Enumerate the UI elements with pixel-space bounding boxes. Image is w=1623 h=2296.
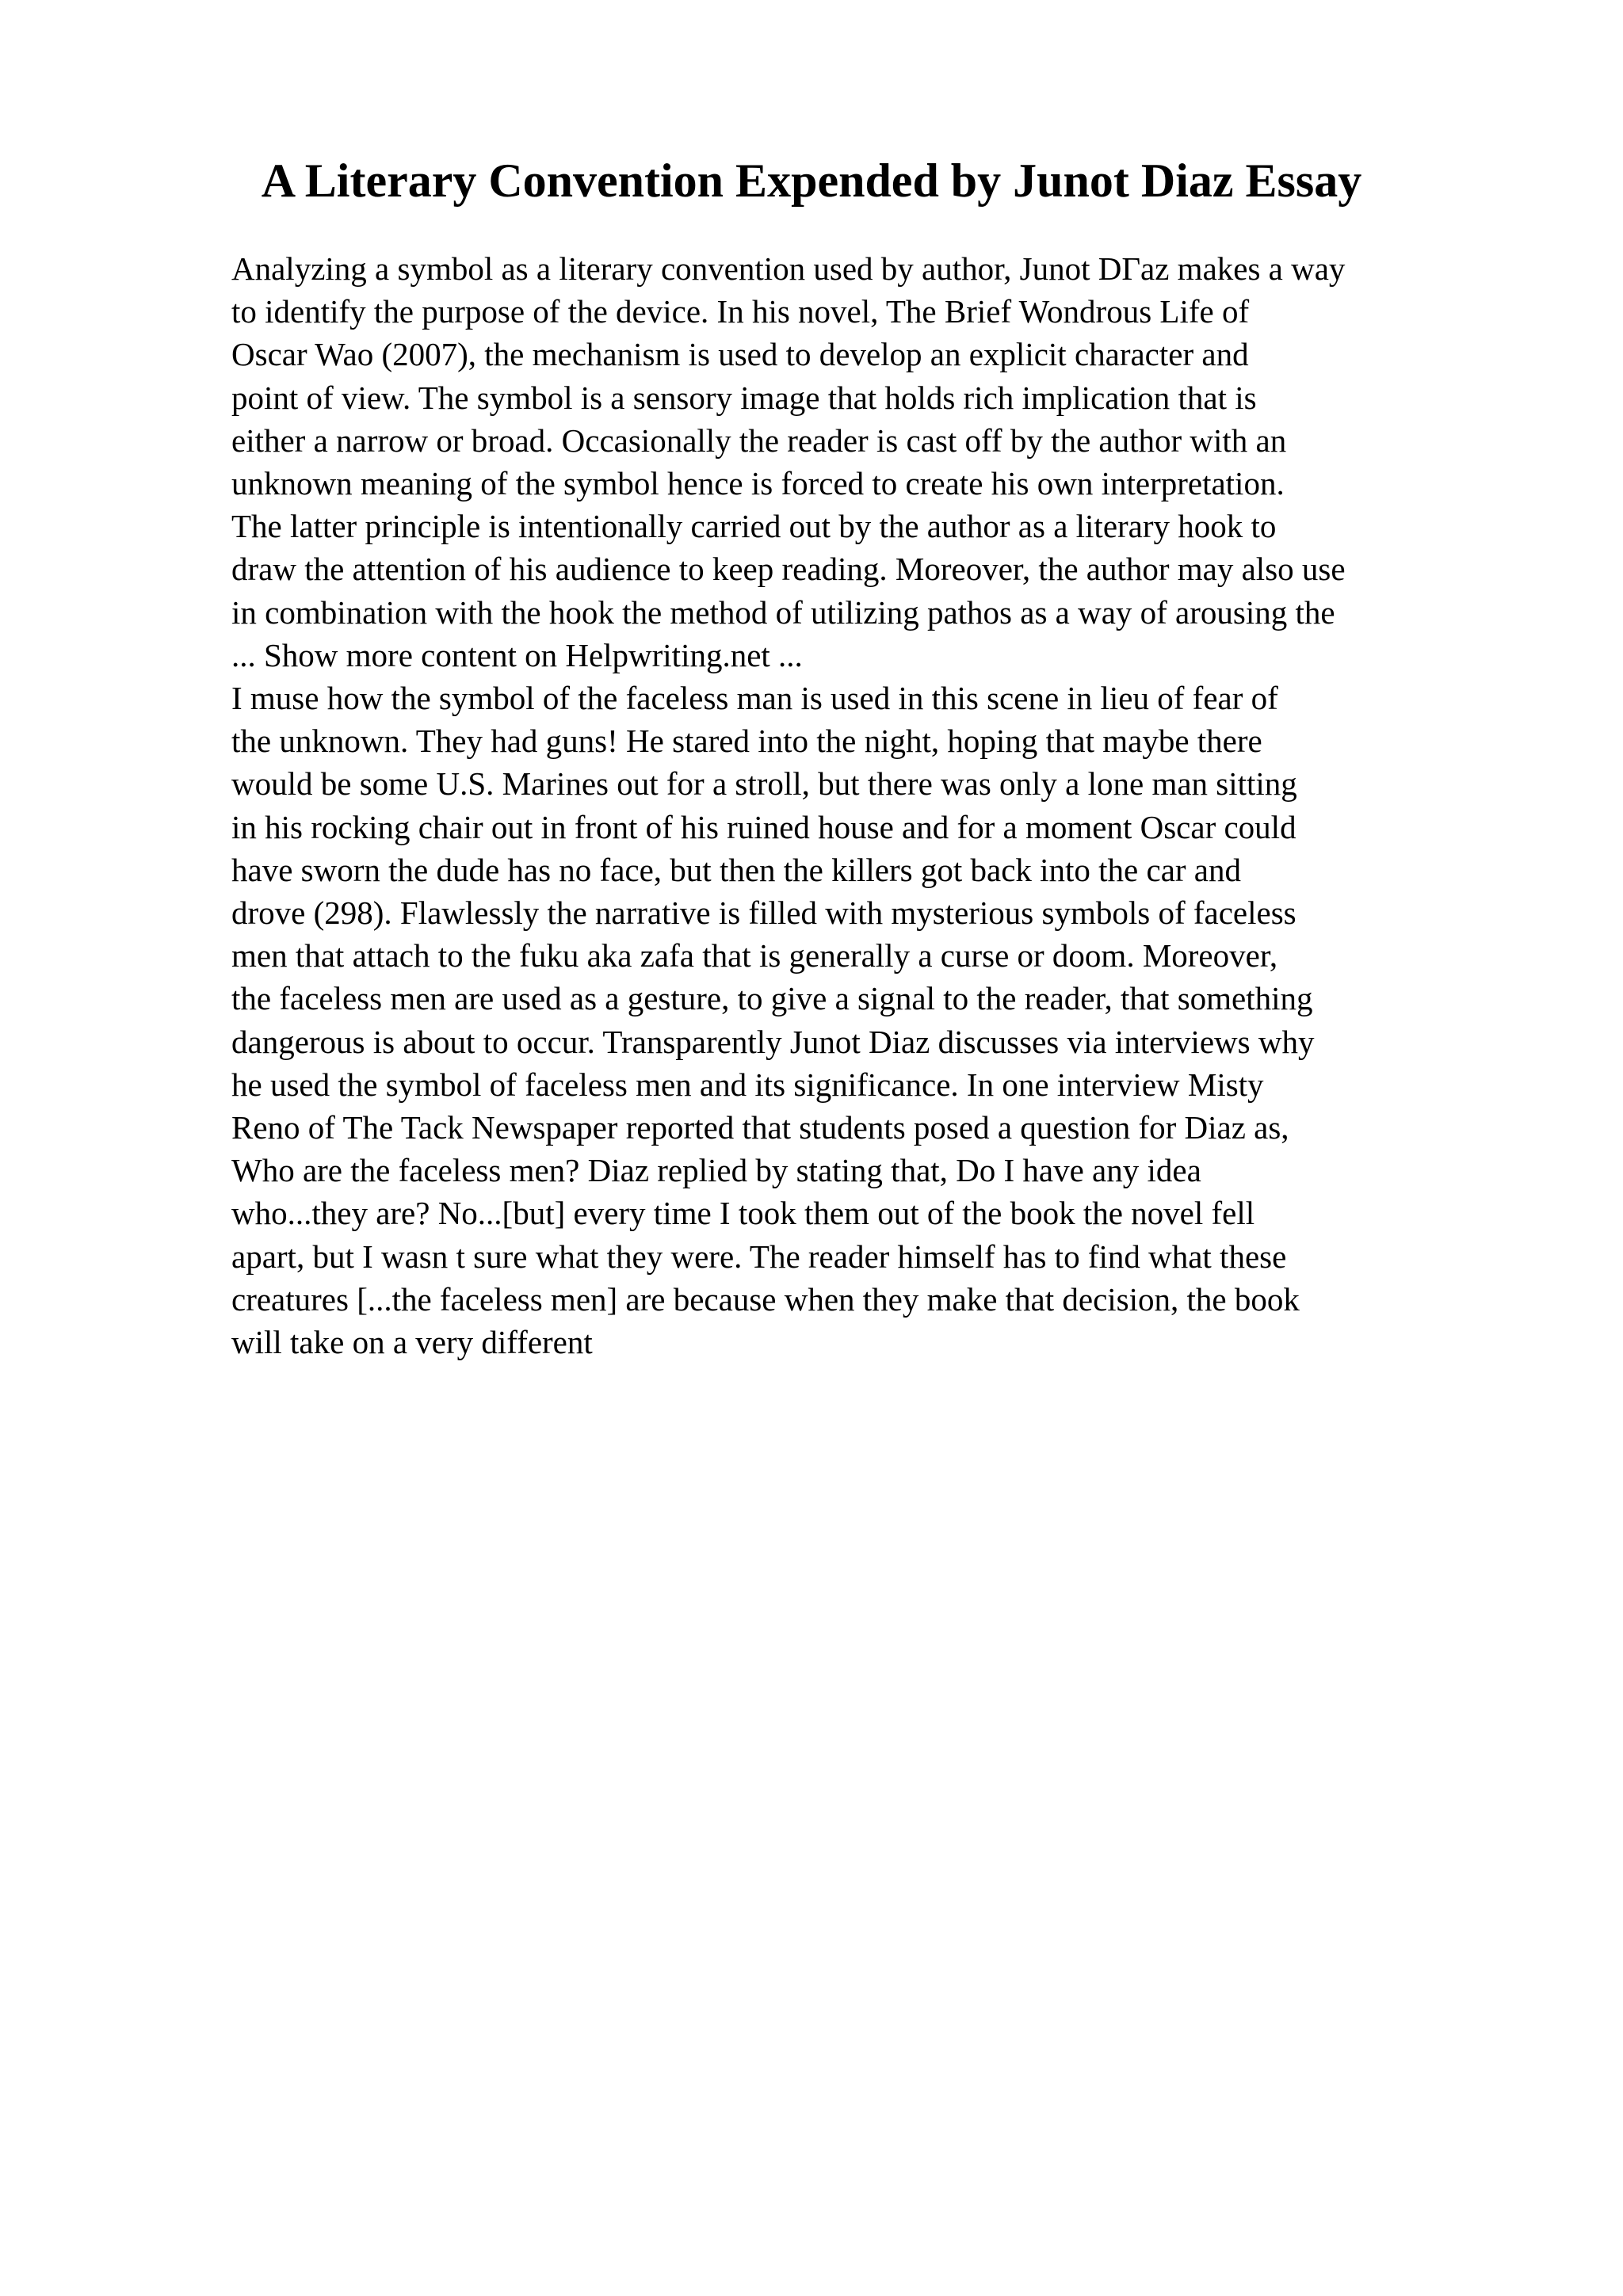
text-line: to identify the purpose of the device. In his novel, The Brief Wondrous Life of — [231, 293, 1250, 330]
text-line: dangerous is about to occur. Transparently Junot Diaz discusses via interviews why — [231, 1023, 1315, 1060]
show-more-line[interactable]: ... Show more content on Helpwriting.net ... — [231, 636, 803, 673]
text-line: have sworn the dude has no face, but then the killers got back into the car and — [231, 851, 1242, 888]
text-line: would be some U.S. Marines out for a stroll, but there was only a lone man sitting — [231, 765, 1297, 803]
text-line: I muse how the symbol of the faceless man is used in this scene in lieu of fear of — [231, 680, 1278, 717]
text-line: men that attach to the fuku aka zafa that is generally a curse or doom. Moreover, — [231, 937, 1278, 974]
text-line: Analyzing a symbol as a literary convention used by author, Junot DΓaz makes a way — [231, 250, 1346, 287]
text-line: Reno of The Tack Newspaper reported that students posed a question for Diaz as, — [231, 1109, 1289, 1146]
document-title: A Literary Convention Expended by Junot Diaz Essay — [261, 154, 1362, 207]
text-line: unknown meaning of the symbol hence is forced to create his own interpretation. — [231, 465, 1285, 502]
text-line: in his rocking chair out in front of his ruined house and for a moment Oscar could — [231, 808, 1296, 845]
text-line: Oscar Wao (2007), the mechanism is used to develop an explicit character and — [231, 336, 1249, 373]
text-line: either a narrow or broad. Occasionally the reader is cast off by the author with an — [231, 421, 1287, 459]
text-line: drove (298). Flawlessly the narrative is filled with mysterious symbols of faceless — [231, 894, 1296, 932]
text-line: apart, but I wasn t sure what they were. The reader himself has to find what these — [231, 1238, 1287, 1275]
text-line: the faceless men are used as a gesture, to give a signal to the reader, that something — [231, 980, 1313, 1017]
text-line: who...they are? No...[but] every time I took them out of the book the novel fell — [231, 1195, 1255, 1232]
text-line: the unknown. They had guns! He stared into the night, hoping that maybe there — [231, 723, 1262, 760]
text-line: will take on a very different — [231, 1324, 593, 1361]
text-line: Who are the faceless men? Diaz replied by stating that, Do I have any idea — [231, 1152, 1201, 1189]
text-line: creatures [...the faceless men] are because when they make that decision, the book — [231, 1280, 1300, 1318]
text-line: The latter principle is intentionally carried out by the author as a literary hook to — [231, 508, 1277, 545]
text-line: he used the symbol of faceless men and its significance. In one interview Misty — [231, 1066, 1264, 1103]
text-line: in combination with the hook the method of utilizing pathos as a way of arousing the — [231, 593, 1335, 631]
text-line: point of view. The symbol is a sensory image that holds rich implication that is — [231, 379, 1257, 416]
text-line: draw the attention of his audience to keep reading. Moreover, the author may also use — [231, 551, 1346, 588]
essay-body — [231, 247, 1346, 1363]
